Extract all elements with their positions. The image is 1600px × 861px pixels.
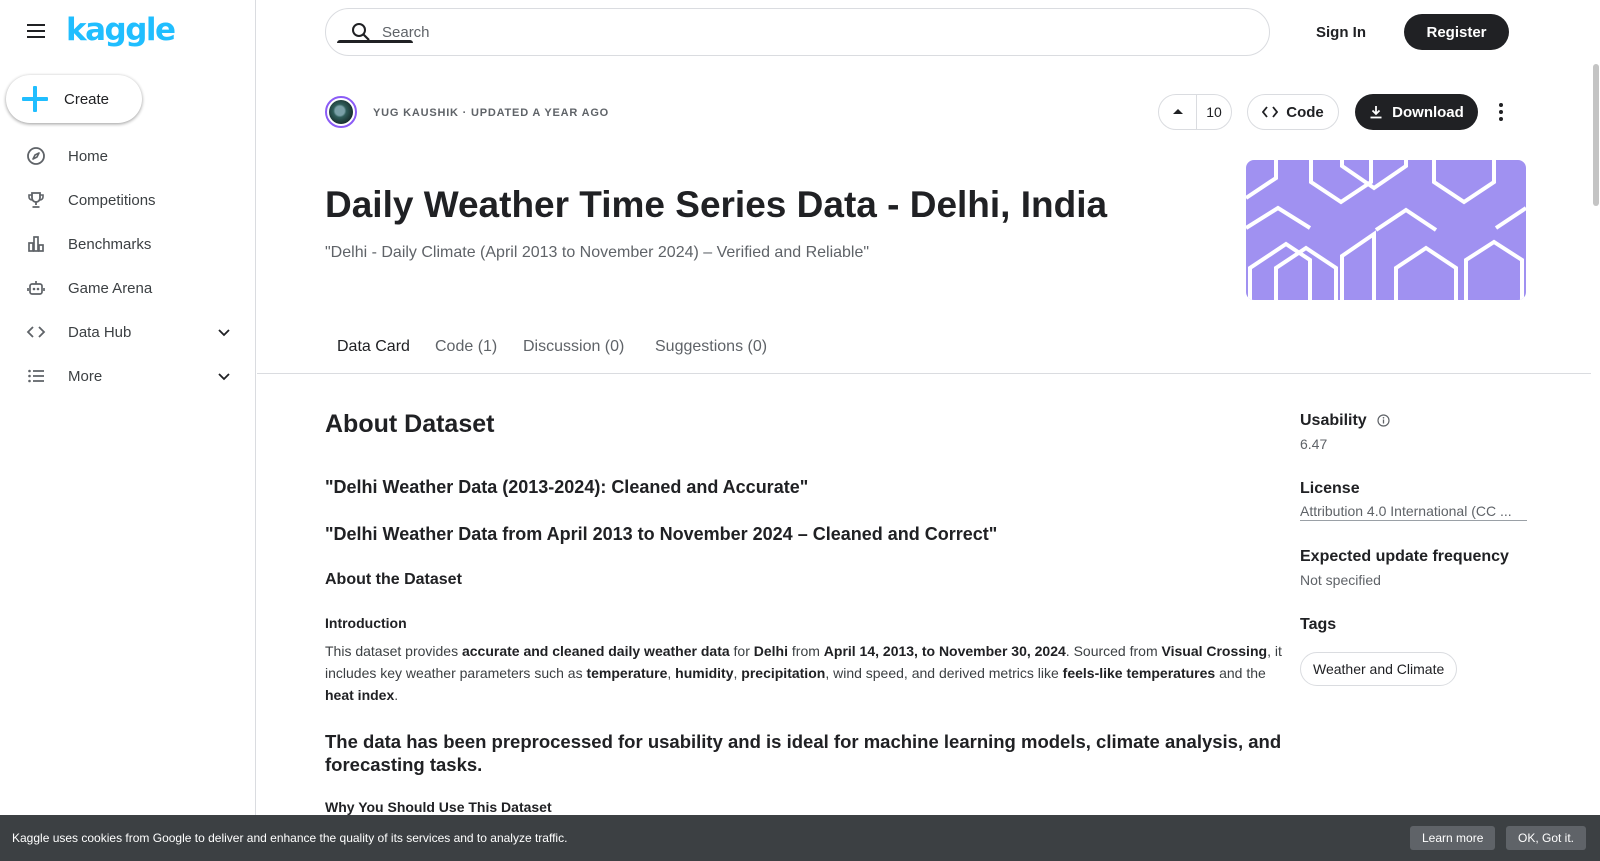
usability-value: 6.47 — [1300, 436, 1328, 452]
sidebar-item-benchmarks[interactable] — [0, 222, 256, 266]
cookie-banner — [0, 815, 1600, 861]
section-heading: "Delhi Weather Data from April 2013 to November 2024 – Cleaned and Correct" — [325, 524, 998, 544]
sidebar-item-label: Game Arena — [68, 279, 153, 297]
register-button[interactable]: Register — [1404, 14, 1509, 50]
bar-chart-icon — [26, 234, 46, 254]
tag-chip[interactable]: Weather and Climate — [1300, 652, 1457, 686]
upvote-control — [1158, 94, 1232, 130]
license-label: License — [1300, 480, 1360, 497]
menu-icon[interactable] — [22, 20, 50, 44]
code-button-label: Code — [1286, 103, 1324, 121]
author-byline[interactable]: YUG KAUSHIK · UPDATED A YEAR AGO — [373, 107, 610, 119]
compass-icon — [26, 146, 46, 166]
search-bar[interactable] — [325, 8, 1270, 56]
page-scrollbar[interactable] — [1591, 0, 1600, 861]
create-label: Create — [64, 90, 110, 108]
cookie-message: Kaggle uses cookies from Google to deliver and enhance the quality of its services and to analyze traffic. — [12, 831, 568, 845]
preprocessing-note: The data has been preprocessed for usability and is ideal for machine learning models, climate analysis, and forecasting tasks. — [325, 731, 1282, 775]
code-icon — [1262, 105, 1278, 119]
sidebar-item-label: Competitions — [68, 191, 156, 209]
cookie-ok-button[interactable]: OK, Got it. — [1506, 826, 1586, 850]
scrollbar-thumb[interactable] — [1593, 64, 1599, 206]
vote-count: 10 — [1206, 104, 1222, 120]
sidebar-item-label: Home — [68, 147, 109, 165]
tab-suggestions[interactable]: Suggestions (0) — [655, 338, 768, 355]
intro-paragraph: This dataset provides accurate and cleaned daily weather data for Delhi from April 14, 2013, to November 30, 2024. Sourced from Visual Crossing, it includes key weather parameters such as temperature, humidity, precipitation, wind speed, and derived metrics like feels-like temperatures and the heat index. — [325, 643, 1282, 703]
create-button[interactable] — [6, 75, 142, 123]
license-link[interactable]: Attribution 4.0 International (CC ... — [1300, 503, 1527, 521]
why-heading: Why You Should Use This Dataset — [325, 799, 552, 815]
tags-label: Tags — [1300, 616, 1337, 633]
sign-in-button[interactable]: Sign In — [1316, 23, 1366, 41]
chevron-down-icon[interactable] — [216, 324, 232, 340]
learn-more-button[interactable]: Learn more — [1410, 826, 1495, 850]
upvote-button[interactable] — [1159, 95, 1197, 129]
search-input[interactable] — [382, 24, 1242, 41]
avatar[interactable] — [325, 96, 357, 128]
section-heading: "Delhi Weather Data (2013-2024): Cleaned and Accurate" — [325, 477, 809, 497]
download-button-label: Download — [1392, 103, 1464, 121]
dataset-cover-image — [1246, 160, 1526, 300]
tab-data-card[interactable]: Data Card — [337, 338, 410, 355]
trophy-icon — [26, 190, 46, 210]
sidebar-item-competitions[interactable] — [0, 178, 256, 222]
sidebar-item-game-arena[interactable] — [0, 266, 256, 310]
sidebar — [0, 0, 256, 861]
dataset-title: Daily Weather Time Series Data - Delhi, India — [325, 184, 1108, 225]
about-heading: About Dataset — [325, 410, 495, 438]
sidebar-item-data-hub[interactable] — [0, 310, 256, 354]
active-tab-indicator — [337, 40, 413, 43]
tab-discussion[interactable]: Discussion (0) — [523, 338, 625, 355]
sidebar-item-home[interactable] — [0, 134, 256, 178]
update-frequency-value: Not specified — [1300, 572, 1381, 588]
sidebar-item-label: Benchmarks — [68, 235, 152, 253]
download-icon — [1369, 105, 1383, 119]
sidebar-item-more[interactable] — [0, 354, 256, 398]
code-brackets-icon — [26, 322, 46, 342]
robot-icon — [26, 278, 46, 298]
sidebar-item-label: Data Hub — [68, 323, 132, 341]
code-button[interactable] — [1247, 94, 1339, 130]
sidebar-item-label: More — [68, 367, 103, 385]
intro-heading: Introduction — [325, 615, 407, 631]
download-button[interactable] — [1355, 94, 1478, 130]
info-icon[interactable] — [1377, 414, 1390, 432]
section-heading: About the Dataset — [325, 571, 462, 588]
plus-icon — [22, 86, 48, 112]
tab-code[interactable]: Code (1) — [435, 338, 498, 355]
more-options-icon[interactable] — [1490, 98, 1512, 126]
dataset-subtitle: "Delhi - Daily Climate (April 2013 to November 2024) – Verified and Reliable" — [325, 244, 870, 261]
list-icon — [26, 366, 46, 386]
chevron-down-icon[interactable] — [216, 368, 232, 384]
dataset-tabs — [257, 330, 1591, 374]
caret-up-icon — [1172, 106, 1184, 118]
kaggle-logo[interactable]: kaggle — [66, 12, 175, 48]
update-frequency-label: Expected update frequency — [1300, 548, 1509, 565]
usability-label: Usability — [1300, 412, 1367, 429]
